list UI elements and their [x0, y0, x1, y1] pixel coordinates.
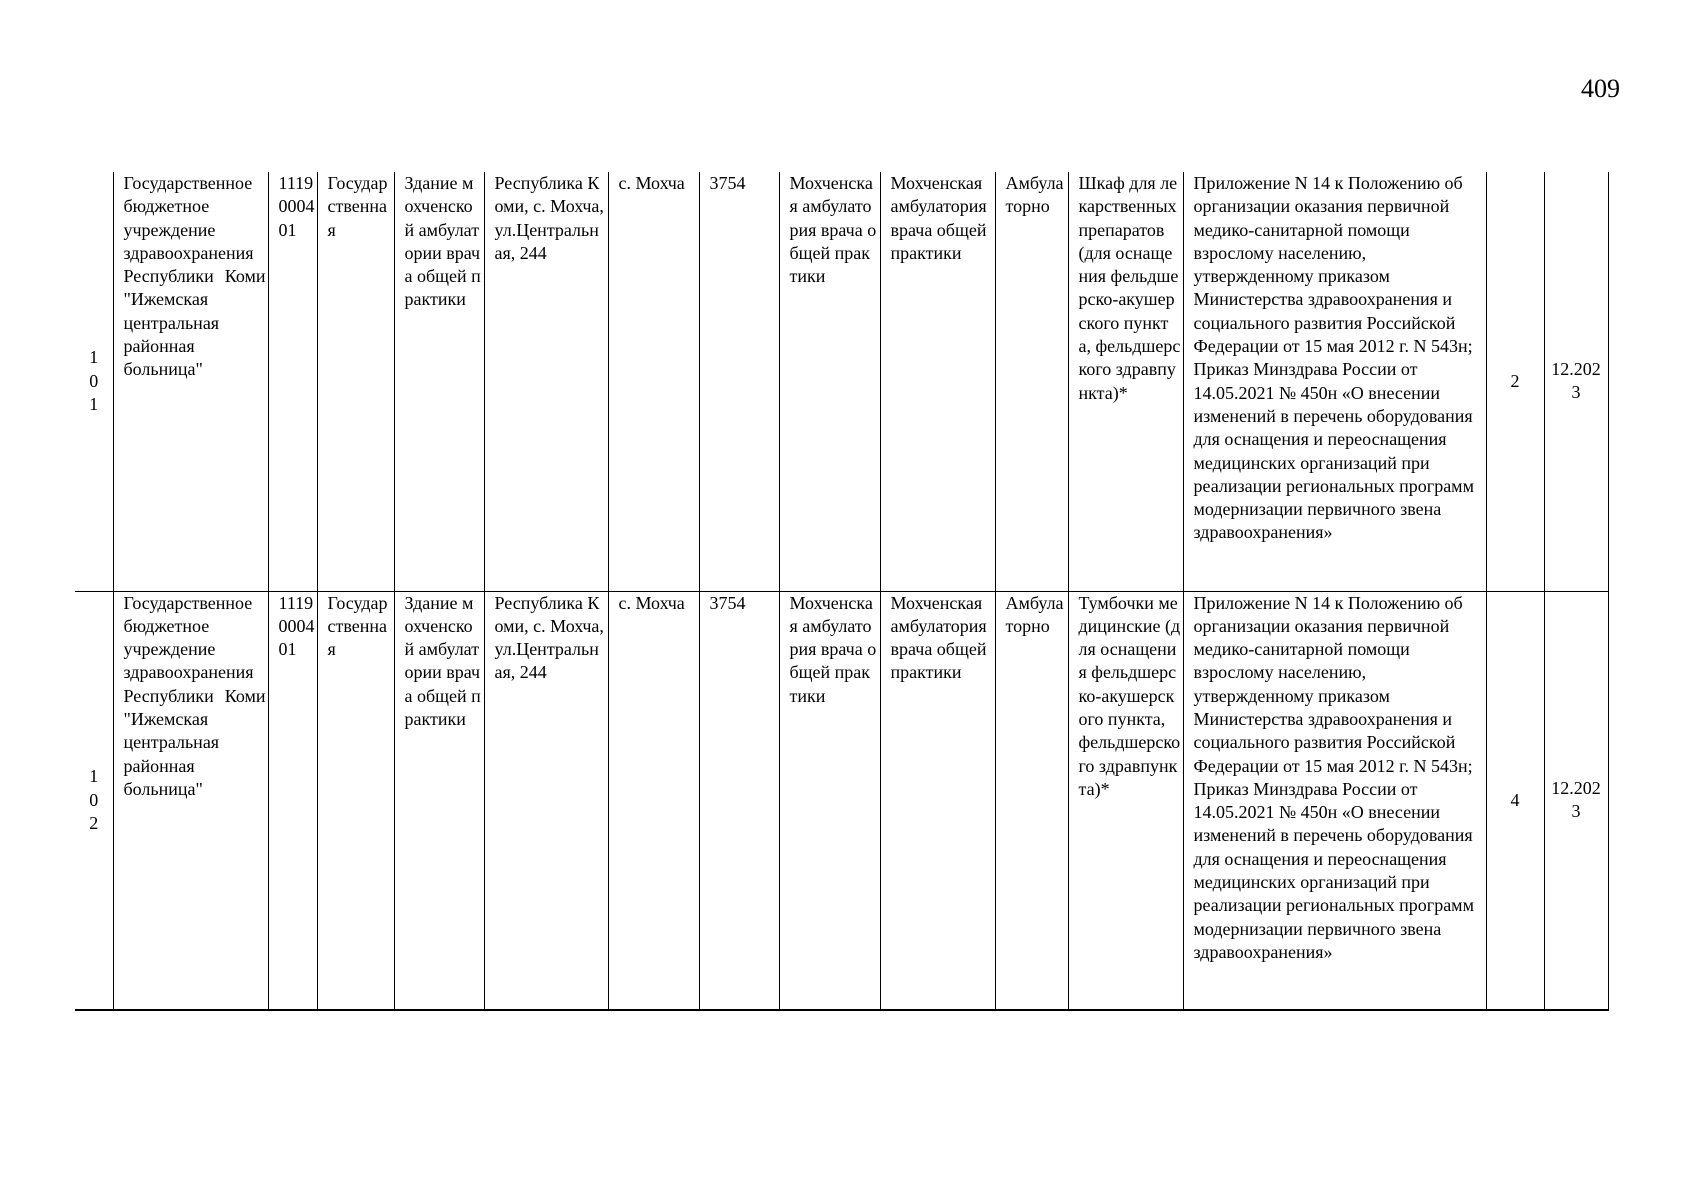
- unit-name: Мохченская амбулатория врача общей практики: [890, 173, 987, 263]
- settlement-cell: [608, 172, 699, 591]
- institution-code: 1119000401: [278, 592, 315, 660]
- regulation-cell: [1183, 591, 1486, 1010]
- settlement-name: с. Мохча: [618, 592, 685, 613]
- regulation-text: Приложение N 14 к Положению об организации оказания первичной медико-санитарной помощи взрослому населению, утвержденному приказом Министерства здравоохранения и социального развития Российской Федерации от 15 мая 2012 г. N 543н; Приказ Минздрава России от 14.05.2021 № 450н «О внесении изменений в перечень оборудования для оснащения и переоснащения медицинских организаций при реализации региональных программ модернизации первичного звена здравоохранения»: [1193, 173, 1474, 543]
- row-number: 101: [89, 347, 99, 414]
- institution-cell: [113, 172, 268, 591]
- population-value: 3754: [709, 592, 746, 613]
- ownership-cell: [317, 172, 394, 591]
- facility-name: Мохченская амбулатория врача общей практики: [789, 173, 877, 287]
- address-cell: [484, 591, 608, 1010]
- date-value: 12.2023: [1551, 358, 1601, 403]
- facility-cell: [779, 591, 880, 1010]
- unit-name: Мохченская амбулатория врача общей практики: [890, 592, 987, 683]
- institution-code: 1119000401: [278, 173, 315, 240]
- ownership-cell: [317, 591, 394, 1010]
- row-number-cell: [75, 591, 113, 1010]
- date-cell: [1544, 172, 1608, 591]
- row-number: 102: [89, 766, 99, 833]
- ownership-form: Государственная: [327, 592, 388, 660]
- population-cell: [699, 172, 779, 591]
- population-cell: [699, 591, 779, 1010]
- building-address: Республика Коми, с. Мохча, ул.Центральная, 244: [494, 173, 604, 263]
- institution-cell: [113, 591, 268, 1010]
- settlement-cell: [608, 591, 699, 1010]
- care-type: Амбулаторно: [1005, 173, 1064, 217]
- building-name: Здание мохченской амбулатории врача общей практики: [404, 592, 481, 729]
- date-cell: [1544, 591, 1608, 1010]
- quantity-value: 4: [1510, 789, 1520, 810]
- building-address: Республика Коми, с. Мохча, ул.Центральная, 244: [494, 592, 604, 683]
- unit-cell: [880, 172, 995, 591]
- date-value: 12.2023: [1551, 777, 1601, 822]
- table-row: [75, 591, 1608, 1010]
- equipment-name: Шкаф для лекарственных препаратов (для оснащения фельдшерско-акушерского пункта, фельдшерского здравпункта)*: [1078, 173, 1181, 403]
- code-cell: [268, 591, 317, 1010]
- population-value: 3754: [709, 173, 746, 193]
- care-type-cell: [995, 172, 1068, 591]
- unit-cell: [880, 591, 995, 1010]
- quantity-cell: [1486, 591, 1544, 1010]
- institution-name: Государственное бюджетное учреждение здравоохранения Республики Коми "Ижемская центральная районная больница": [123, 592, 266, 799]
- code-cell: [268, 172, 317, 591]
- regulation-text: Приложение N 14 к Положению об организации оказания первичной медико-санитарной помощи взрослому населению, утвержденному приказом Министерства здравоохранения и социального развития Российской Федерации от 15 мая 2012 г. N 543н; Приказ Минздрава России от 14.05.2021 № 450н «О внесении изменений в перечень оборудования для оснащения и переоснащения медицинских организаций при реализации региональных программ модернизации первичного звена здравоохранения»: [1193, 592, 1474, 962]
- equipment-cell: [1068, 172, 1183, 591]
- table-row: [75, 172, 1608, 591]
- quantity-value: 2: [1510, 370, 1520, 391]
- page-number: 409: [1581, 74, 1620, 103]
- equipment-name: Тумбочки медицинские (для оснащения фельдшерско-акушерского пункта, фельдшерского здравпункта)*: [1078, 592, 1181, 799]
- facility-name: Мохченская амбулатория врача общей практики: [789, 592, 877, 706]
- address-cell: [484, 172, 608, 591]
- building-cell: [394, 591, 484, 1010]
- ownership-form: Государственная: [327, 173, 388, 240]
- settlement-name: с. Мохча: [618, 173, 685, 193]
- equipment-table: [75, 172, 1609, 1011]
- regulation-cell: [1183, 172, 1486, 591]
- building-cell: [394, 172, 484, 591]
- facility-cell: [779, 172, 880, 591]
- equipment-cell: [1068, 591, 1183, 1010]
- care-type-cell: [995, 591, 1068, 1010]
- institution-name: Государственное бюджетное учреждение здравоохранения Республики Коми "Ижемская центральная районная больница": [123, 173, 266, 380]
- row-number-cell: [75, 172, 113, 591]
- care-type: Амбулаторно: [1005, 592, 1064, 636]
- quantity-cell: [1486, 172, 1544, 591]
- building-name: Здание мохченской амбулатории врача общей практики: [404, 173, 481, 310]
